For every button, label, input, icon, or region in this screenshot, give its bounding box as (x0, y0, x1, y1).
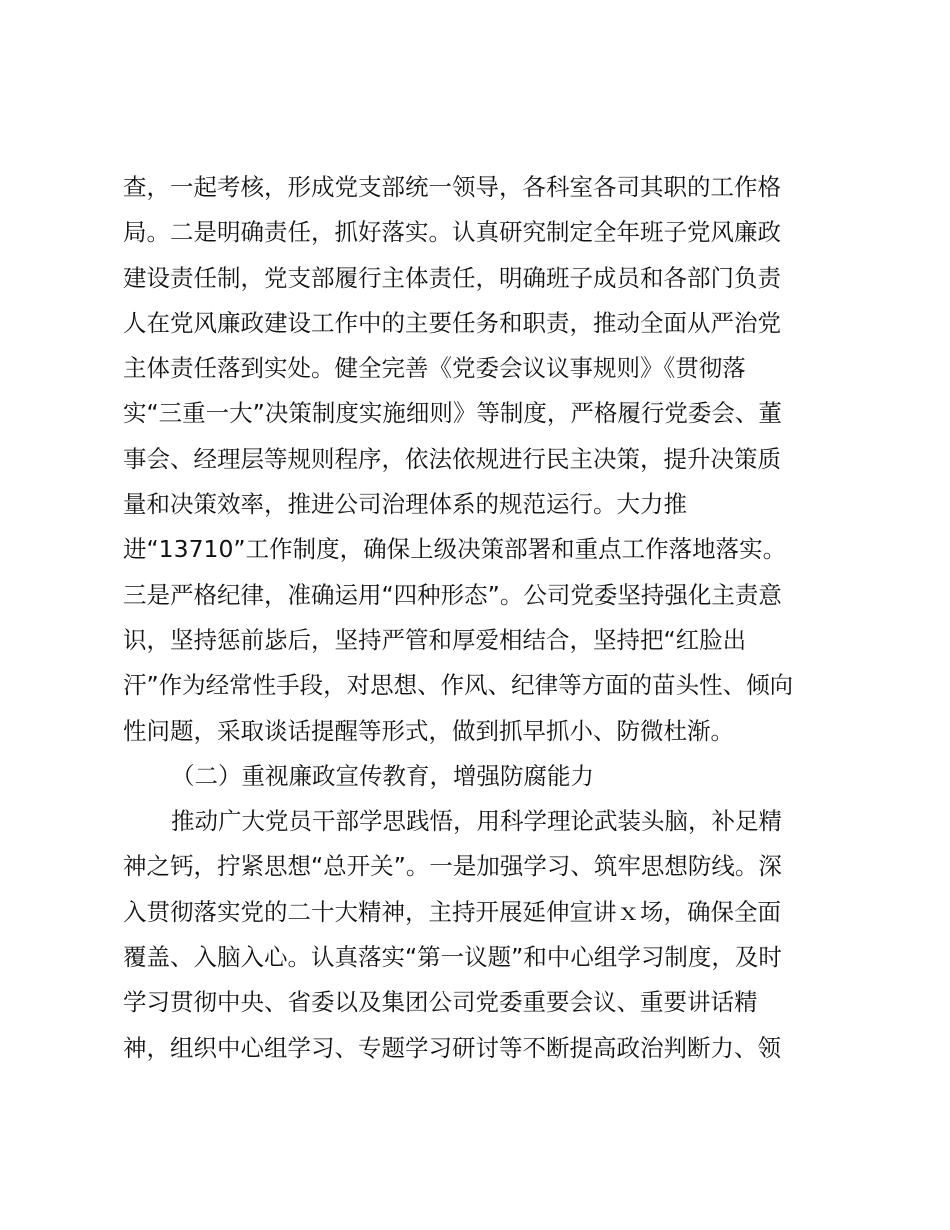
text-line: 汗”作为经常性手段，对思想、作风、纪律等方面的苗头性、倾向 (123, 671, 794, 700)
text-line: 学习贯彻中央、省委以及集团公司党委重要会议、重要讲话精 (123, 988, 758, 1017)
text-line: 进“13710”工作制度，确保上级决策部署和重点工作落地落实。 (123, 535, 787, 564)
text-line: 局。二是明确责任，抓好落实。认真研究制定全年班子党风廉政 (123, 218, 781, 247)
text-line: 识，坚持惩前毖后，坚持严管和厚爱相结合，坚持把“红脸出 (123, 625, 747, 654)
text-line: 实“三重一大”决策制度实施细则》等制度，严格履行党委会、董 (123, 399, 782, 428)
section-heading: （二）重视廉政宣传教育，增强防腐能力 (171, 761, 594, 790)
body-text (123, 165, 843, 1071)
text-line: 人在党风廉政建设工作中的主要任务和职责，推动全面从严治党 (123, 308, 781, 337)
text-line: 量和决策效率，推进公司治理体系的规范运行。大力推 (123, 490, 687, 519)
text-line: 入贯彻落实党的二十大精神，主持开展延伸宣讲ｘ场，确保全面 (123, 897, 781, 926)
text-line: 神，组织中心组学习、专题学习研讨等不断提高政治判断力、领 (123, 1033, 781, 1062)
text-line: 查，一起考核，形成党支部统一领导，各科室各司其职的工作格 (123, 173, 781, 201)
text-line: 覆盖、入脑入心。认真落实“第一议题”和中心组学习制度，及时 (123, 943, 782, 972)
text-line: 三是严格纪律，准确运用“四种形态”。公司党委坚持强化主责意 (123, 580, 782, 609)
text-line: 主体责任落到实处。健全完善《党委会议议事规则》《贯彻落 (123, 354, 746, 383)
text-line: 建设责任制，党支部履行主体责任，明确班子成员和各部门负责 (123, 263, 781, 292)
text-line: 神之钙，拧紧思想“总开关”。一是加强学习、筑牢思想防线。深 (123, 852, 782, 881)
text-line: 推动广大党员干部学思践悟，用科学理论武装头脑，补足精 (171, 807, 782, 836)
text-line: 事会、经理层等规则程序，依法依规进行民主决策，提升决策质 (123, 444, 781, 473)
text-line: 性问题，采取谈话提醒等形式，做到抓早抓小、防微杜渐。 (123, 716, 734, 745)
